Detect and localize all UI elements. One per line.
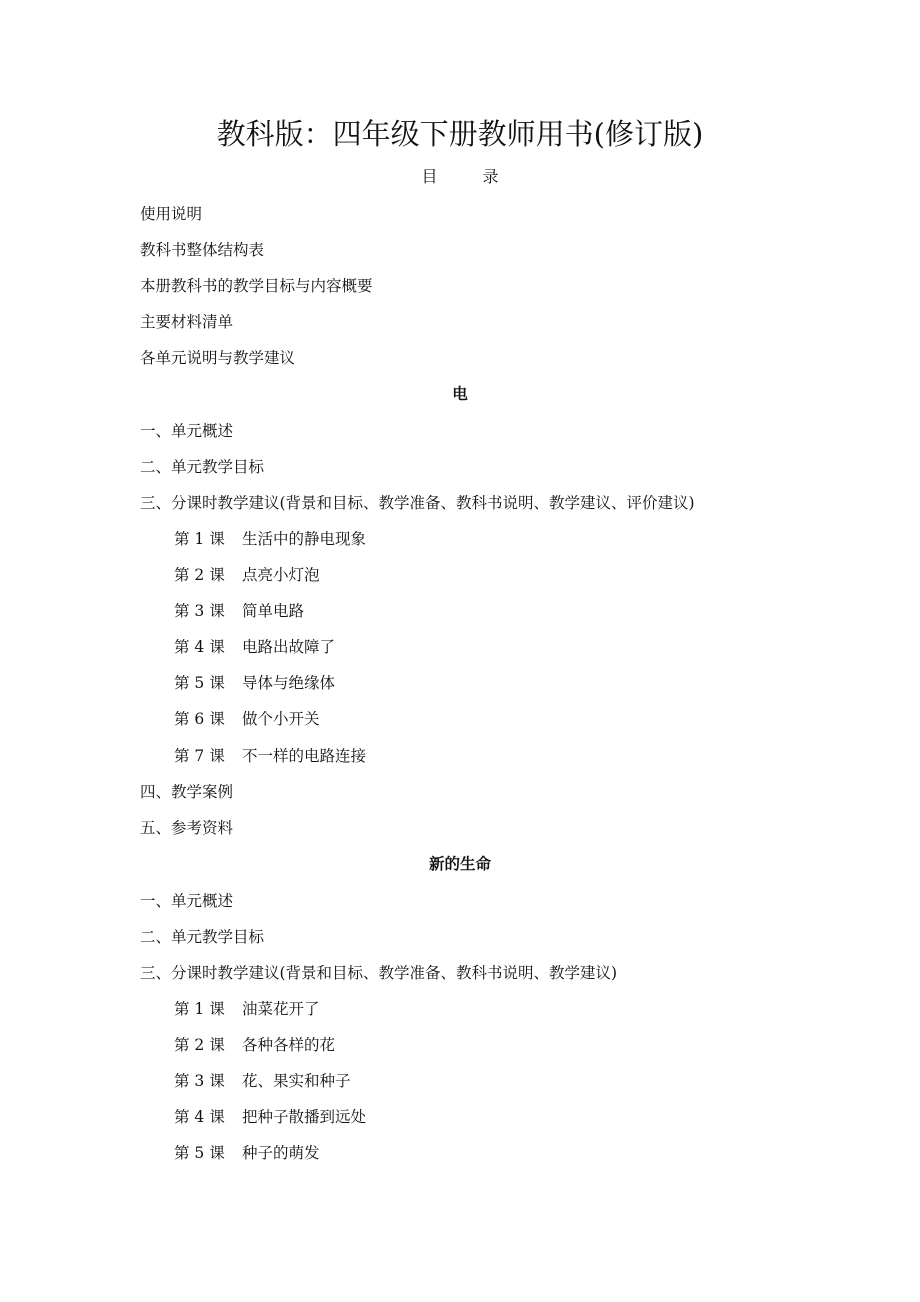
lesson-item bbox=[174, 1032, 335, 1058]
lesson-item bbox=[174, 598, 304, 624]
lesson-number: 第 6 课 bbox=[174, 710, 225, 728]
lesson-number: 第 1 课 bbox=[174, 530, 225, 548]
lesson-number: 第 2 课 bbox=[174, 1036, 225, 1054]
lesson-item bbox=[174, 706, 320, 732]
lesson-name: 油菜花开了 bbox=[242, 1000, 320, 1018]
lesson-name: 花、果实和种子 bbox=[242, 1072, 351, 1090]
toc-heading: 目 录 bbox=[421, 167, 519, 186]
lesson-item bbox=[174, 562, 320, 588]
lesson-name: 把种子散播到远处 bbox=[242, 1108, 367, 1126]
lesson-name: 电路出故障了 bbox=[242, 638, 336, 656]
toc-item: 主要材料清单 bbox=[140, 313, 234, 331]
toc-item: 三、分课时教学建议(背景和目标、教学准备、教科书说明、教学建议、评价建议) bbox=[140, 494, 695, 512]
lesson-item bbox=[174, 1068, 351, 1094]
lesson-number: 第 3 课 bbox=[174, 1072, 225, 1090]
lesson-name: 生活中的静电现象 bbox=[242, 530, 367, 548]
lesson-item bbox=[174, 526, 366, 552]
toc-item: 使用说明 bbox=[140, 205, 203, 223]
lesson-number: 第 7 课 bbox=[174, 747, 225, 765]
lesson-name: 各种各样的花 bbox=[242, 1036, 336, 1054]
lesson-item bbox=[174, 743, 366, 769]
toc-item: 一、单元概述 bbox=[140, 892, 234, 910]
lesson-number: 第 4 课 bbox=[174, 1108, 225, 1126]
lesson-number: 第 5 课 bbox=[174, 674, 225, 692]
lesson-number: 第 3 课 bbox=[174, 602, 225, 620]
toc-item: 三、分课时教学建议(背景和目标、教学准备、教科书说明、教学建议) bbox=[140, 964, 618, 982]
lesson-item bbox=[174, 1104, 366, 1130]
toc-item: 各单元说明与教学建议 bbox=[140, 349, 296, 367]
toc-item: 本册教科书的教学目标与内容概要 bbox=[140, 277, 373, 295]
toc-item: 五、参考资料 bbox=[140, 819, 234, 837]
lesson-number: 第 2 课 bbox=[174, 566, 225, 584]
lesson-item bbox=[174, 670, 335, 696]
lesson-item bbox=[174, 996, 320, 1022]
lesson-name: 点亮小灯泡 bbox=[242, 566, 320, 584]
toc-item: 二、单元教学目标 bbox=[140, 928, 265, 946]
document-title: 教科版：四年级下册教师用书(修订版) bbox=[216, 117, 704, 151]
unit-title: 电 bbox=[452, 384, 468, 403]
lesson-name: 简单电路 bbox=[242, 602, 305, 620]
lesson-name: 种子的萌发 bbox=[242, 1144, 320, 1162]
lesson-name: 导体与绝缘体 bbox=[242, 674, 336, 692]
lesson-number: 第 4 课 bbox=[174, 638, 225, 656]
toc-item: 二、单元教学目标 bbox=[140, 458, 265, 476]
lesson-number: 第 5 课 bbox=[174, 1144, 225, 1162]
lesson-name: 不一样的电路连接 bbox=[242, 747, 367, 765]
toc-item: 教科书整体结构表 bbox=[140, 241, 265, 259]
toc-item: 一、单元概述 bbox=[140, 422, 234, 440]
lesson-item bbox=[174, 634, 335, 660]
lesson-number: 第 1 课 bbox=[174, 1000, 225, 1018]
lesson-name: 做个小开关 bbox=[242, 710, 320, 728]
lesson-item bbox=[174, 1140, 320, 1166]
unit-title: 新的生命 bbox=[428, 854, 491, 873]
toc-item: 四、教学案例 bbox=[140, 783, 234, 801]
